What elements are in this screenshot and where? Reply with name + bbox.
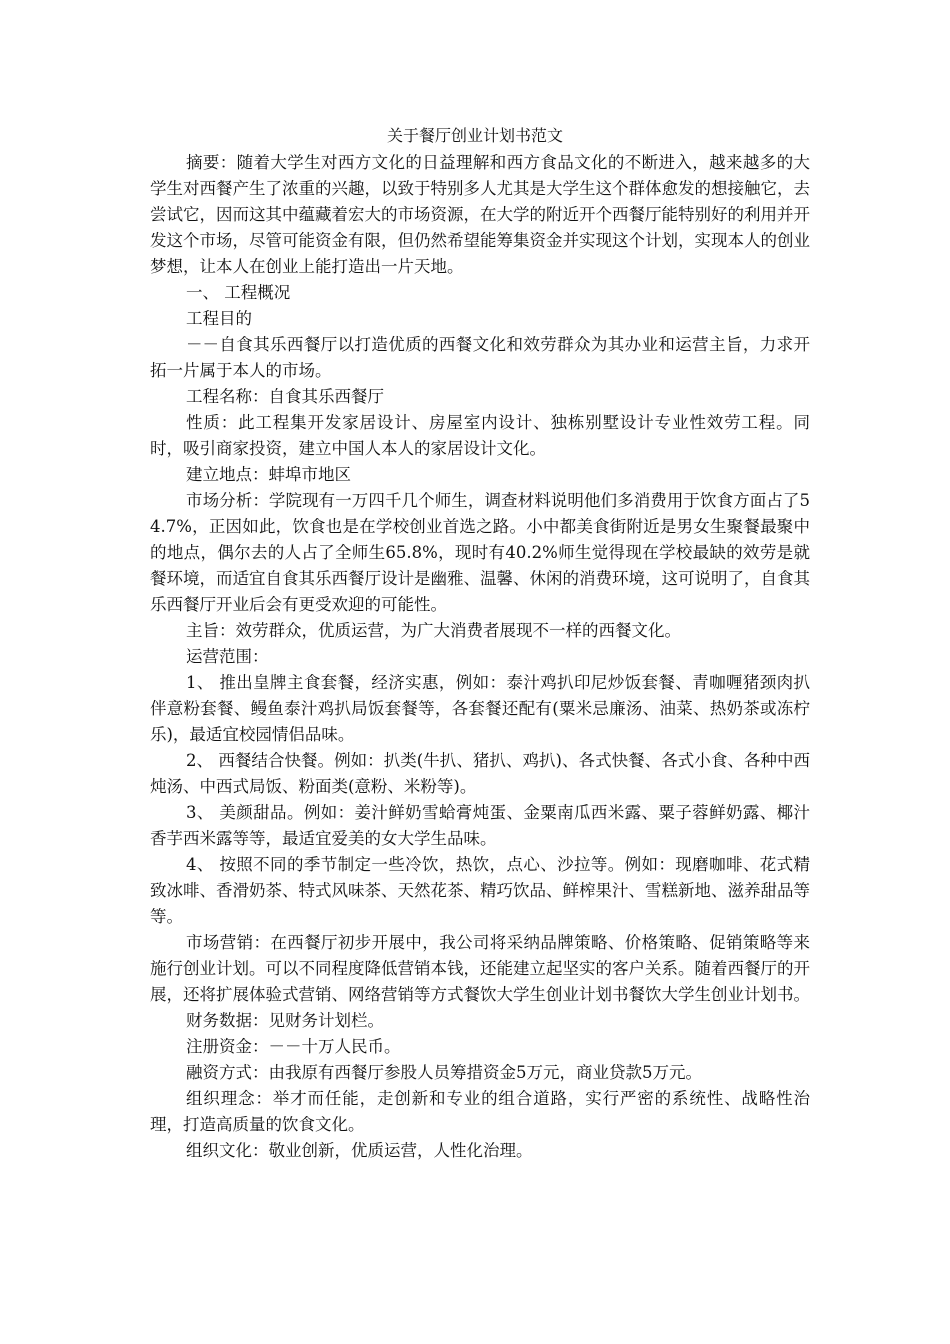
list-item-scope-2: 2、 西餐结合快餐。例如：扒类(牛扒、猪扒、鸡扒)、各式快餐、各式小食、各种中西炖汤、中西式局饭、粉面类(意粉、米粉等)。 (150, 751, 810, 796)
paragraph-location: 建立地点：蚌埠市地区 (186, 465, 351, 484)
list-item-scope-3: 3、 美颜甜品。例如：姜汁鲜奶雪蛤膏炖蛋、金粟南瓜西米露、粟子蓉鲜奶露、椰汁香芋西米露等等，最适宜爱美的女大学生品味。 (150, 803, 810, 848)
subheading-project-goal: 工程目的 (186, 309, 252, 328)
document-title: 关于餐厅创业计划书范文 (386, 126, 563, 145)
paragraph-philosophy: 组织理念：举才而任能，走创新和专业的组合道路，实行严密的系统性、战略性治理，打造高质量的饮食文化。 (150, 1089, 810, 1134)
paragraph-business-scope: 运营范围： (186, 647, 269, 666)
paragraph-purpose: 主旨：效劳群众，优质运营，为广大消费者展现不一样的西餐文化。 (186, 621, 681, 640)
paragraph-market-analysis: 市场分析：学院现有一万四千几个师生，调查材料说明他们多消费用于饮食方面占了54.7%，正因如此，饮食也是在学校创业首选之路。小中都美食街附近是男女生聚餐最聚中的地点，偶尔去的人占了全师生65.8%，现时有40.2%师生觉得现在学校最缺的效劳是就餐环境，而适宜自食其乐西餐厅设计是幽雅、温馨、休闲的消费环境，这可说明了，自食其乐西餐厅开业后会有更受欢迎的可能性。 (150, 491, 810, 614)
paragraph-nature: 性质：此工程集开发家居设计、房屋室内设计、独栋别墅设计专业性效劳工程。同时，吸引商家投资，建立中国人本人的家居设计文化。 (150, 413, 810, 458)
paragraph-financing: 融资方式：由我原有西餐厅参股人员筹措资金5万元，商业贷款5万元。 (186, 1063, 702, 1082)
paragraph-financial-data: 财务数据：见财务计划栏。 (186, 1011, 384, 1030)
paragraph-abstract: 摘要：随着大学生对西方文化的日益理解和西方食品文化的不断进入，越来越多的大学生对西餐产生了浓重的兴趣，以致于特别多人尤其是大学生这个群体愈发的想接触它，去尝试它，因而这其中蕴藏着宏大的市场资源，在大学的附近开个西餐厅能特别好的利用并开发这个市场，尽管可能资金有限，但仍然希望能筹集资金并实现这个计划，实现本人的创业梦想，让本人在创业上能打造出一片天地。 (150, 153, 810, 276)
paragraph-registered-capital: 注册资金：－－十万人民币。 (186, 1037, 401, 1056)
paragraph-project-name: 工程名称：自食其乐西餐厅 (186, 387, 384, 406)
paragraph-project-goal: －－自食其乐西餐厅以打造优质的西餐文化和效劳群众为其办业和运营主旨，力求开拓一片属于本人的市场。 (150, 335, 810, 380)
document-body (150, 150, 810, 1164)
paragraph-culture: 组织文化：敬业创新，优质运营，人性化治理。 (186, 1141, 533, 1160)
paragraph-marketing: 市场营销：在西餐厅初步开展中，我公司将采纳品牌策略、价格策略、促销策略等来施行创业计划。可以不同程度降低营销本钱，还能建立起坚实的客户关系。随着西餐厅的开展，还将扩展体验式营销、网络营销等方式餐饮大学生创业计划书餐饮大学生创业计划书。 (150, 933, 810, 1004)
list-item-scope-4: 4、 按照不同的季节制定一些冷饮，热饮，点心、沙拉等。例如：现磨咖啡、花式精致冰啡、香滑奶茶、特式风味茶、天然花茶、精巧饮品、鲜榨果汁、雪糕新地、滋养甜品等等。 (150, 855, 810, 926)
list-item-scope-1: 1、 推出皇牌主食套餐，经济实惠，例如：泰汁鸡扒印尼炒饭套餐、青咖喱猪颈肉扒伴意粉套餐、鳗鱼泰汁鸡扒局饭套餐等，各套餐还配有(粟米忌廉汤、油菜、热奶茶或冻柠乐)，最适宜校园情侣品味。 (150, 673, 810, 744)
section-heading-overview: 一、 工程概况 (186, 283, 291, 302)
